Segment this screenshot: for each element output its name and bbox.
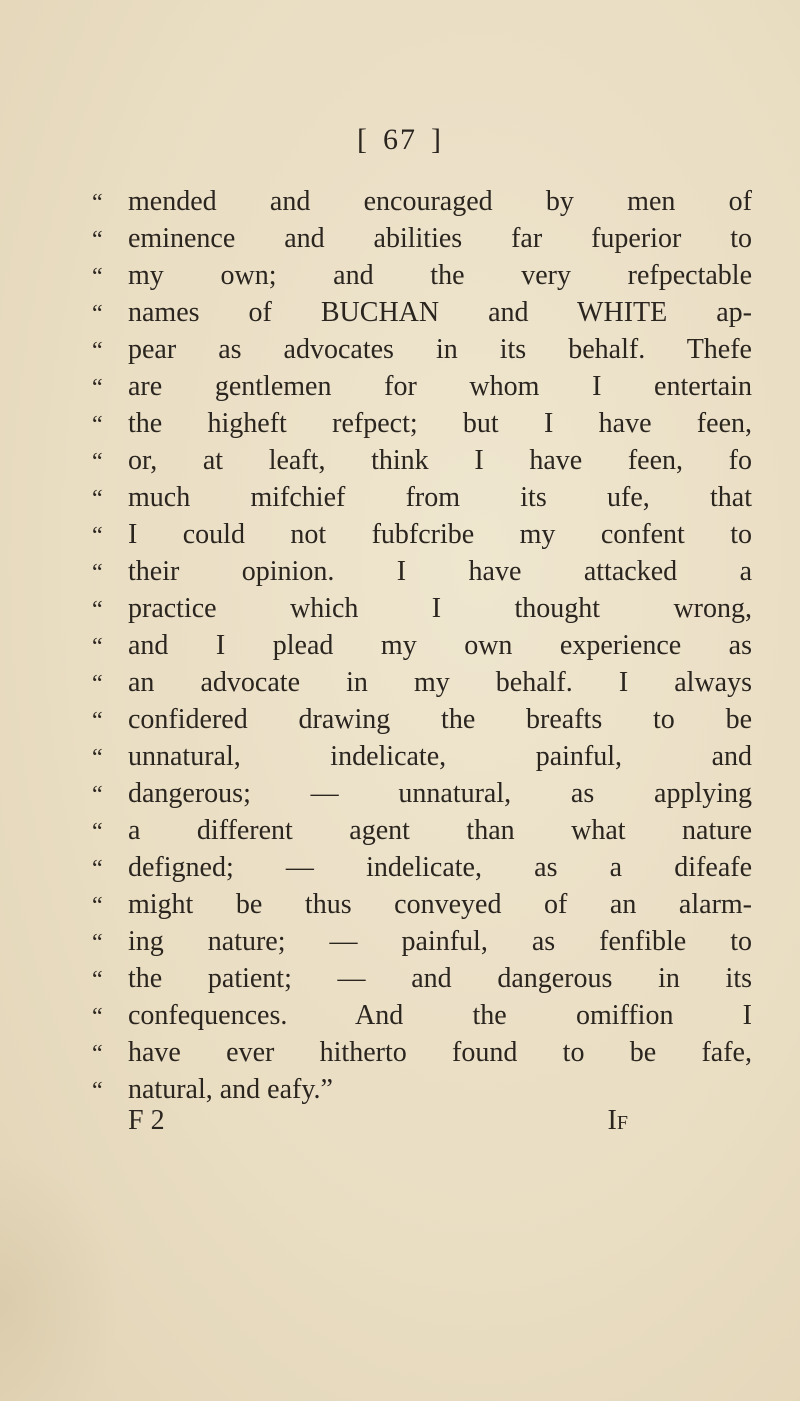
page-number: 67 [383, 123, 417, 156]
line-text: have ever hitherto found to be fafe, [128, 1037, 752, 1068]
page-header [0, 123, 800, 157]
line-text: dangerous; — unnatural, as applying [128, 778, 752, 809]
text-line [92, 960, 752, 997]
text-line [92, 479, 752, 516]
quote-mark: “ [92, 264, 103, 290]
line-text: the higheft refpect; but I have feen, [128, 408, 752, 439]
text-line [92, 738, 752, 775]
line-text: practice which I thought wrong, [128, 593, 752, 624]
text-line [92, 849, 752, 886]
line-text: much mifchief from its ufe, that [128, 482, 752, 513]
quote-mark: “ [92, 856, 103, 882]
text-line [92, 886, 752, 923]
line-text: my own; and the very refpectable [128, 260, 752, 291]
text-line [92, 1034, 752, 1071]
text-line [92, 368, 752, 405]
quote-mark: “ [92, 597, 103, 623]
line-text: the patient; — and dangerous in its [128, 963, 752, 994]
text-line [92, 294, 752, 331]
text-line [92, 331, 752, 368]
quote-mark: “ [92, 634, 103, 660]
text-line [92, 923, 752, 960]
quote-mark: “ [92, 523, 103, 549]
quote-mark: “ [92, 449, 103, 475]
body-text [92, 183, 752, 1108]
line-text: unnatural, indelicate, painful, and [128, 741, 752, 772]
text-line [92, 590, 752, 627]
paper-stain [0, 1150, 120, 1401]
quote-mark: “ [92, 671, 103, 697]
line-text: their opinion. I have attacked a [128, 556, 752, 587]
quote-mark: “ [92, 412, 103, 438]
line-text: names of BUCHAN and WHITE ap- [128, 297, 752, 328]
text-line [92, 627, 752, 664]
line-text: might be thus conveyed of an alarm- [128, 889, 752, 920]
signature-mark: F 2 [128, 1105, 165, 1136]
line-text: eminence and abilities far fuperior to [128, 223, 752, 254]
text-line [92, 997, 752, 1034]
text-line [92, 183, 752, 220]
left-bracket: [ [357, 123, 369, 156]
quote-mark: “ [92, 930, 103, 956]
line-text: a different agent than what nature [128, 815, 752, 846]
text-line [92, 442, 752, 479]
page-footer [128, 1105, 628, 1137]
line-text: an advocate in my behalf. I always [128, 667, 752, 698]
line-text: confidered drawing the breafts to be [128, 704, 752, 735]
line-text: mended and encouraged by men of [128, 186, 752, 217]
text-line [92, 664, 752, 701]
line-text: natural, and eafy.” [128, 1074, 333, 1105]
catchword: If [607, 1105, 628, 1136]
line-text: pear as advocates in its behalf. Thefe [128, 334, 752, 365]
right-bracket: ] [431, 123, 443, 156]
line-text: defigned; — indelicate, as a difeafe [128, 852, 752, 883]
quote-mark: “ [92, 1078, 103, 1104]
quote-mark: “ [92, 1004, 103, 1030]
text-line [92, 405, 752, 442]
quote-mark: “ [92, 338, 103, 364]
quote-mark: “ [92, 745, 103, 771]
text-line [92, 516, 752, 553]
text-line [92, 553, 752, 590]
line-text: confequences. And the omiffion I [128, 1000, 752, 1031]
text-line [92, 257, 752, 294]
line-text: and I plead my own experience as [128, 630, 752, 661]
line-text: I could not fubfcribe my confent to [128, 519, 752, 550]
quote-mark: “ [92, 1041, 103, 1067]
text-line [92, 220, 752, 257]
quote-mark: “ [92, 227, 103, 253]
quote-mark: “ [92, 486, 103, 512]
line-text: ing nature; — painful, as fenfible to [128, 926, 752, 957]
quote-mark: “ [92, 375, 103, 401]
text-line [92, 1071, 752, 1108]
line-text: or, at leaft, think I have feen, fo [128, 445, 752, 476]
quote-mark: “ [92, 893, 103, 919]
quote-mark: “ [92, 967, 103, 993]
line-text: are gentlemen for whom I entertain [128, 371, 752, 402]
quote-mark: “ [92, 190, 103, 216]
quote-mark: “ [92, 301, 103, 327]
text-line [92, 701, 752, 738]
quote-mark: “ [92, 560, 103, 586]
quote-mark: “ [92, 708, 103, 734]
text-line [92, 775, 752, 812]
quote-mark: “ [92, 782, 103, 808]
text-line [92, 812, 752, 849]
quote-mark: “ [92, 819, 103, 845]
